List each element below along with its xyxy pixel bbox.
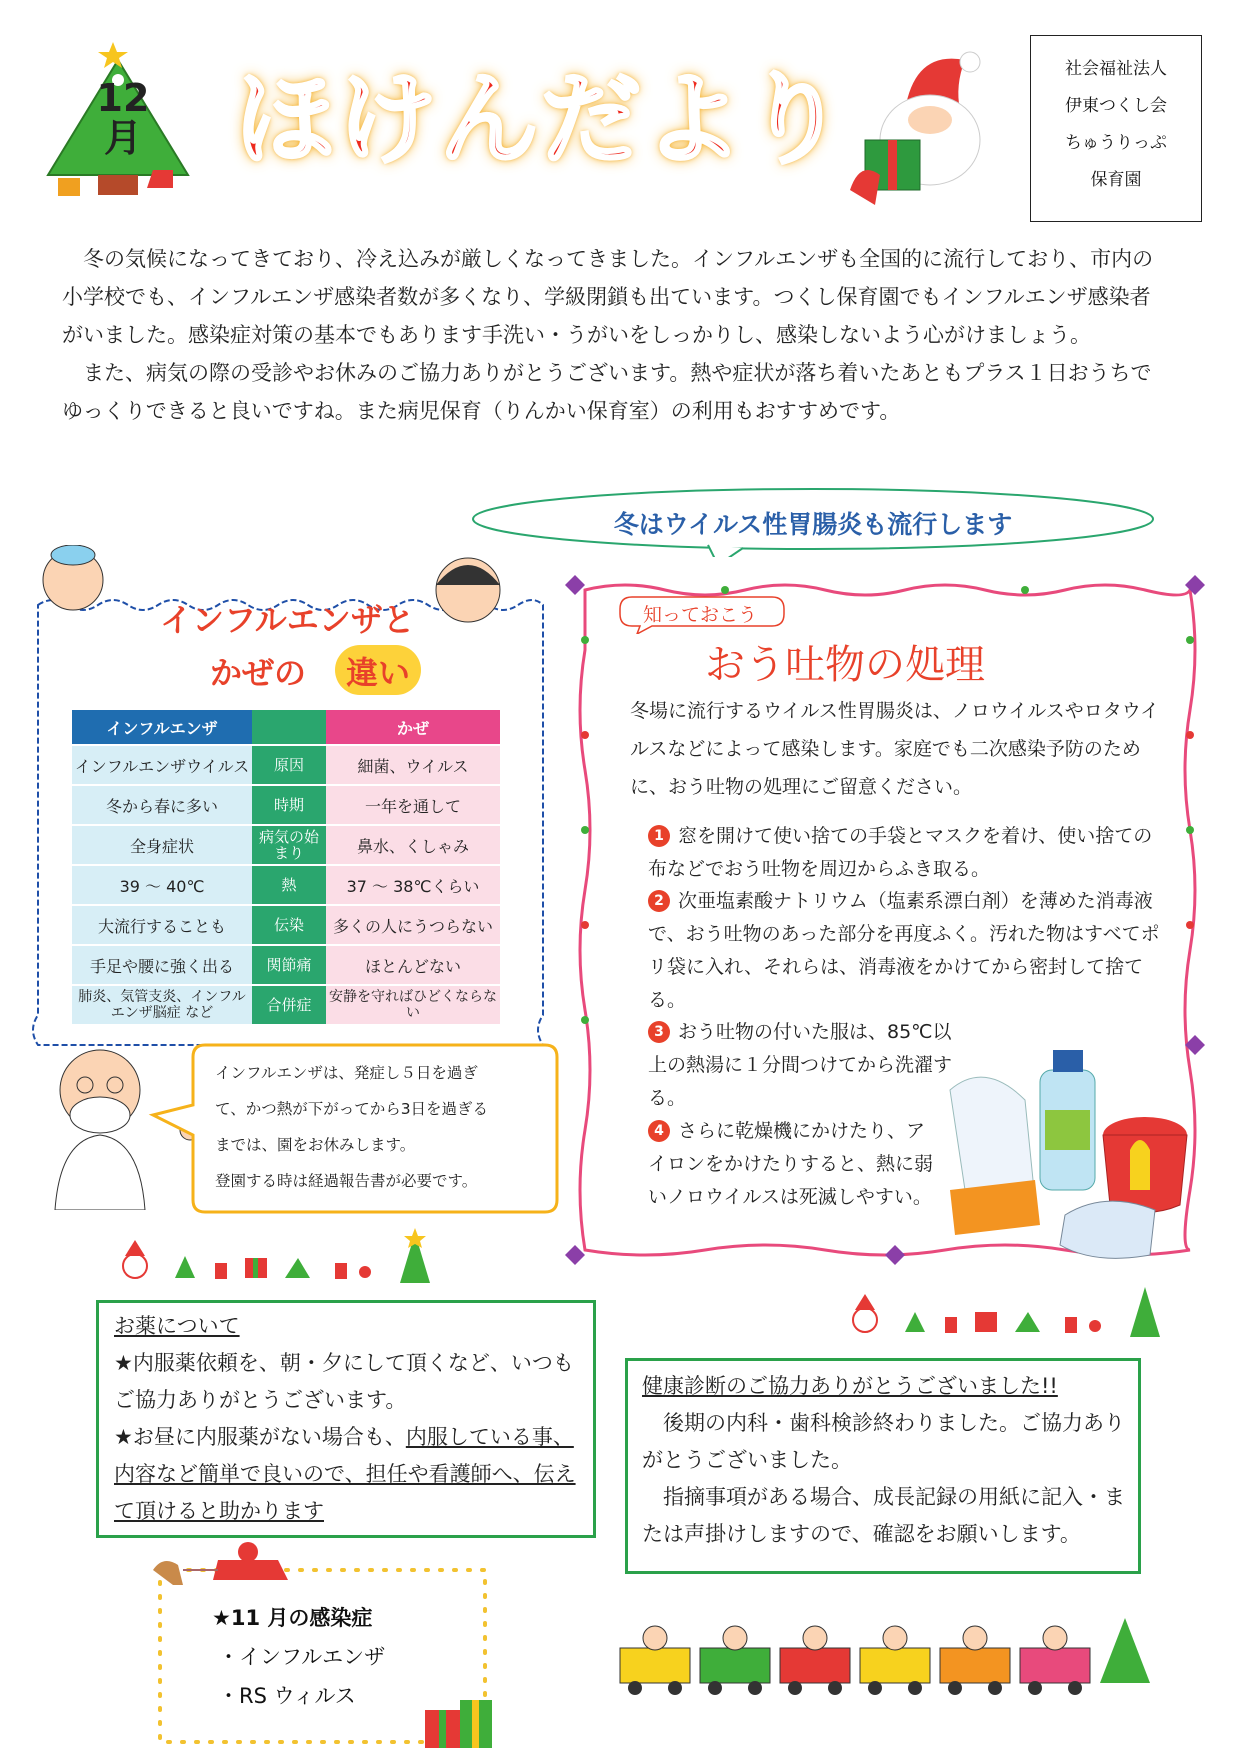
medicine-line-2-lead: ★お昼に内服薬がない場合も、 (114, 1425, 406, 1449)
medicine-line-1: ★内服薬依頼を、朝・夕にして頂くなど、いつもご協力ありがとうございます。 (114, 1351, 574, 1412)
step-text: 窓を開けて使い捨ての手袋とマスクを着け、使い捨ての布などでおう吐物を周辺からふき取る。 (648, 825, 1153, 880)
cell-cold: 安静を守ればひどくならない (326, 986, 500, 1024)
cell-item: 病気の始まり (252, 826, 326, 864)
cell-item: 伝染 (252, 906, 326, 944)
infection-item: ・RS ウィルス (218, 1684, 356, 1708)
banner-text: 冬はウイルス性胃腸炎も流行します (613, 510, 1013, 539)
step-number: 2 (648, 890, 670, 912)
intro-text (62, 240, 1162, 430)
step-text: さらに乾燥機にかけたり、アイロンをかけたりすると、熱に弱いノロウイルスは死滅しやすい。 (648, 1120, 934, 1208)
flu-vs-cold-table (72, 708, 500, 1026)
doctor-note (215, 1055, 535, 1199)
doctor-note-line: までは、園をお休みします。 (215, 1136, 416, 1154)
step-number: 3 (648, 1021, 670, 1043)
table-row (72, 746, 500, 784)
table-row (72, 786, 500, 824)
step-3 (648, 1016, 968, 1115)
cell-cold: 37 ～ 38℃くらい (326, 866, 500, 904)
cell-flu: 冬から春に多い (72, 786, 252, 824)
newsletter-title: ほけんだより (235, 61, 847, 178)
cell-flu: 肺炎、気管支炎、インフルエンザ脳症 など (72, 986, 252, 1024)
doctor-note-line: インフルエンザは、発症し５日を過ぎ (215, 1064, 478, 1082)
organization-box (1030, 35, 1202, 222)
step-1 (648, 820, 1168, 886)
cell-item: 熱 (252, 866, 326, 904)
cell-flu: インフルエンザウイルス (72, 746, 252, 784)
cell-flu: 手足や腰に強く出る (72, 946, 252, 984)
org-line-4: 保育園 (1090, 170, 1142, 190)
cell-cold: ほとんどない (326, 946, 500, 984)
org-line-2: 伊東つくし会 (1065, 96, 1167, 116)
header-cold: かぜ (326, 710, 500, 744)
step-4 (648, 1115, 938, 1214)
cell-cold: 鼻水、くしゃみ (326, 826, 500, 864)
cell-item: 原因 (252, 746, 326, 784)
christmas-decoration-row (120, 1228, 440, 1288)
header-influenza: インフルエンザ (72, 710, 252, 744)
org-line-3: ちゅうりっぷ (1065, 133, 1167, 153)
flu-title-line-1: インフルエンザと (160, 601, 415, 639)
vomit-intro: 冬場に流行するウイルス性胃腸炎は、ノロウイルスやロタウイルスなどによって感染します。家庭でも二次感染予防のために、おう吐物の処理にご留意ください。 (630, 700, 1160, 798)
table-row (72, 826, 500, 864)
intro-paragraph-1: 冬の気候になってきており、冷え込みが厳しくなってきました。インフルエンザも全国的に流行しており、市内の小学校でも、インフルエンザ感染者数が多くなり、学級閉鎖も出ています。つくし保育園でもインフルエンザ感染者がいました。感染症対策の基本でもあります手洗い・うがいをしっかりし、感染しないよう心がけましょう。 (62, 247, 1154, 347)
doctor-note-line: て、かつ熱が下がってから3日を過ぎる (215, 1100, 489, 1118)
table-row (72, 866, 500, 904)
cell-flu: 大流行することも (72, 906, 252, 944)
medicine-line-2-underlined: 内服している事、内容など簡単で良いので、担任や看護師へ、伝えて頂けると助かります (114, 1425, 576, 1523)
step-2 (648, 885, 1168, 1017)
step-number: 1 (648, 825, 670, 847)
table-row (72, 906, 500, 944)
cell-item: 時期 (252, 786, 326, 824)
infections-heading: ★11 月の感染症 (212, 1606, 373, 1630)
tag-label: 知っておこう (642, 604, 757, 626)
cell-flu: 39 ～ 40℃ (72, 866, 252, 904)
cell-item: 合併症 (252, 986, 326, 1024)
cell-cold: 一年を通して (326, 786, 500, 824)
header-item (252, 710, 326, 744)
intro-paragraph-2: また、病気の際の受診やお休みのご協力ありがとうございます。熱や症状が落ち着いたあともプラス１日おうちでゆっくりできると良いですね。また病児保育（りんかい保育室）の利用もおすすめです。 (62, 361, 1152, 423)
step-text: 次亜塩素酸ナトリウム（塩素系漂白剤）を薄めた消毒液で、おう吐物のあった部分を再度ふく。汚れた物はすべてポリ袋に入れ、それらは、消毒液をかけてから密封して捨てる。 (648, 890, 1160, 1011)
santa-illustration (845, 40, 995, 210)
santa-train-illustration (610, 1608, 1150, 1698)
gift-boxes-illustration (420, 1690, 495, 1750)
org-line-1: 社会福祉法人 (1065, 59, 1167, 79)
infection-item: ・インフルエンザ (218, 1645, 386, 1669)
flu-title-emphasis: 違い (345, 654, 410, 692)
health-paragraph-2: 指摘事項がある場合、成長記録の用紙に記入・または声掛けしますので、確認をお願いします。 (642, 1485, 1125, 1546)
cell-cold: 細菌、ウイルス (326, 746, 500, 784)
vomit-title: おう吐物の処理 (705, 642, 985, 688)
cleaning-supplies-illustration (945, 1040, 1190, 1265)
health-heading: 健康診断のご協力ありがとうございました!! (642, 1374, 1058, 1398)
doctor-note-line: 登園する時は経過報告書が必要です。 (215, 1172, 478, 1190)
reindeer-sleigh-illustration (148, 1540, 298, 1590)
cell-flu: 全身症状 (72, 826, 252, 864)
table-row (72, 986, 500, 1024)
cell-cold: 多くの人にうつらない (326, 906, 500, 944)
cell-item: 関節痛 (252, 946, 326, 984)
medicine-text (114, 1308, 584, 1530)
medicine-line-2 (114, 1419, 584, 1530)
table-header-row (72, 710, 500, 744)
month-badge: 12月 (96, 76, 150, 160)
health-check-text (642, 1368, 1132, 1553)
flu-title-line-2: かぜの (210, 654, 307, 692)
step-text: おう吐物の付いた服は、85℃以上の熱湯に１分間つけてから洗濯する。 (648, 1021, 953, 1109)
table-row (72, 946, 500, 984)
christmas-decoration-row (850, 1282, 1170, 1342)
health-paragraph-1: 後期の内科・歯科検診終わりました。ご協力ありがとうございました。 (642, 1411, 1125, 1472)
step-number: 4 (648, 1120, 670, 1142)
medicine-heading: お薬について (114, 1314, 240, 1338)
